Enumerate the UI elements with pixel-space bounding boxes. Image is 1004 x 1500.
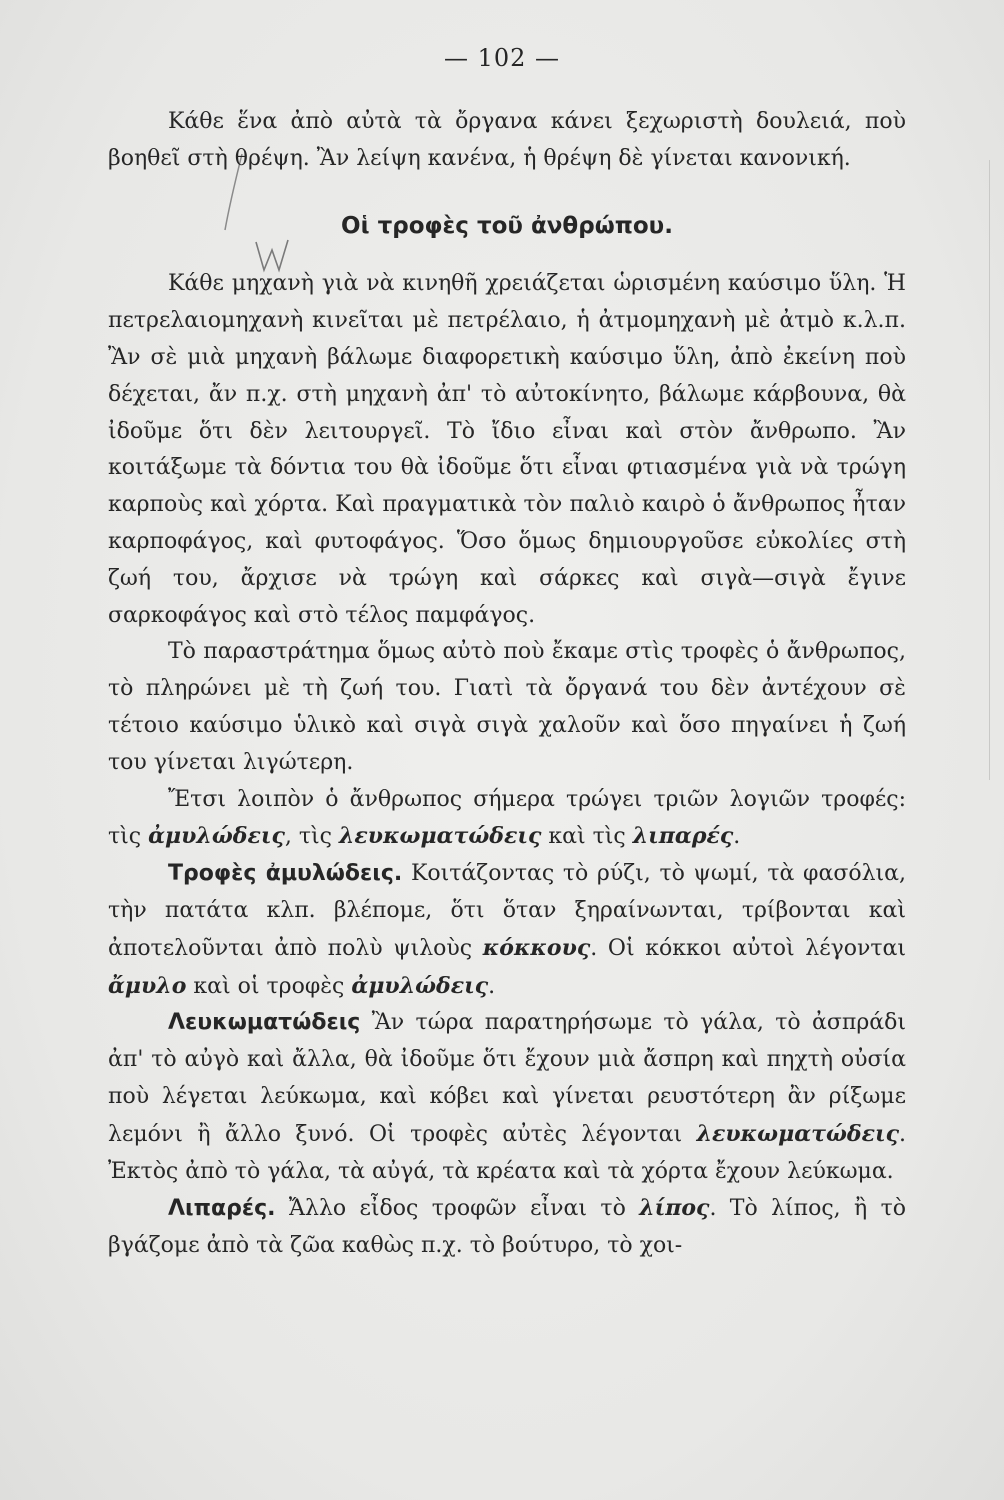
paragraph-protein [108, 1005, 906, 1190]
fatty-text: Ἄλλο εἶδος τροφῶν εἶναι τὸ [288, 1196, 626, 1222]
paragraph-deviation: Τὸ παραστράτημα ὅμως αὐτὸ ποὺ ἔκαμε στὶς τροφὲς ὁ ἄνθρωπος, τὸ πληρώνει μὲ τὴ ζωή του. Γιατὶ τὰ ὄργανά του δὲν ἀντέχουν σὲ τέτοιο καύσιμο ὑλικὸ καὶ σιγὰ σιγὰ χαλοῦν καὶ ὅσο πηγαίνει ἡ ζωή του γίνεται λιγώτερη. [108, 639, 906, 775]
term-starch: ἄμυλο [108, 972, 187, 999]
paragraph-food-types [108, 782, 906, 857]
paragraph-starchy [108, 856, 906, 1005]
paragraph-fatty [108, 1190, 906, 1265]
starchy-lead: Τροφὲς ἀμυλώδεις. [168, 861, 403, 887]
fatty-lead: Λιπαρές. [168, 1196, 276, 1222]
scan-edge-line [989, 160, 990, 780]
food-types-sep1: , τὶς [284, 824, 332, 850]
term-fatty: λιπαρές [632, 823, 734, 850]
starchy-sep1: . Οἱ κόκκοι αὐτοὶ λέγονται [590, 935, 907, 961]
protein-lead: Λευκωματώδεις [168, 1010, 361, 1036]
term-protein-foods: λευκωματώδεις [696, 1120, 899, 1147]
starchy-sep2: καὶ οἱ τροφὲς [193, 973, 345, 999]
page-number: — 102 — [443, 44, 561, 72]
term-starchy-foods: ἀμυλώδεις [351, 972, 489, 999]
intro-paragraph: Κάθε ἕνα ἀπὸ αὐτὰ τὰ ὄργανα κάνει ξεχωριστὴ δουλειά, ποὺ βοηθεῖ στὴ θρέψη. Ἂν λείψη κανένα, ἡ θρέψη δὲ γίνεται κανονική. [108, 109, 906, 171]
food-types-text: Ἔτσι λοιπὸν ὁ ἄνθρωπος σήμερα τρώγει τριῶν λογιῶν τροφές: τὶς [108, 786, 906, 850]
page-body [108, 104, 906, 1265]
term-starchy: ἀμυλώδεις [148, 823, 285, 850]
term-fat: λίπος [639, 1195, 710, 1222]
term-protein: λευκωματώδεις [339, 823, 542, 850]
protein-end: . Ἐκτὸς ἀπὸ τὸ γάλα, τὰ αὐγά, τὰ κρέατα καὶ τὰ χόρτα ἔχουν λεύκωμα. [108, 1121, 906, 1184]
paragraph-machines: Κάθε μηχανὴ γιὰ νὰ κινηθῆ χρειάζεται ὡρισμένη καύσιμο ὕλη. Ἡ πετρελαιομηχανὴ κινεῖται μὲ πετρέλαιο, ἡ ἀτμομηχανὴ μὲ ἀτμὸ κ.λ.π. Ἂν σὲ μιὰ μηχανὴ βάλωμε διαφορετικὴ καύσιμο ὕλη, ἀπὸ ἐκείνη ποὺ δέχεται, ἄν π.χ. στὴ μηχανὴ ἀπ' τὸ αὐτοκίνητο, βάλωμε κάρβουνα, θὰ ἰδοῦμε ὅτι δὲν λειτουργεῖ. Τὸ ἴδιο εἶναι καὶ στὸν ἄνθρωπο. Ἂν κοιτάξωμε τὰ δόντια του θὰ ἰδοῦμε ὅτι εἶναι φτιασμένα γιὰ νὰ τρώγη καρποὺς καὶ χόρτα. Καὶ πραγματικὰ τὸν παλιὸ καιρὸ ὁ ἄνθρωπος ἦταν καρποφάγος, καὶ φυτοφάγος. Ὅσο ὅμως δημιουργοῦσε εὐκολίες στὴ ζωή του, ἄρχισε νὰ τρώγη καὶ σάρκες καὶ σιγὰ—σιγὰ ἔγινε σαρκοφάγος καὶ στὸ τέλος παμφάγος. [108, 271, 906, 628]
section-heading: Οἱ τροφὲς τοῦ ἀνθρώπου. [341, 212, 673, 239]
starchy-end: . [488, 973, 496, 999]
term-grains: κόκκους [482, 934, 591, 961]
food-types-end: . [733, 824, 741, 850]
starchy-text: Κοιτάζοντας τὸ ρύζι, τὸ ψωμί, τὰ φασόλια, τὴν πατάτα κλπ. βλέπομε, ὅτι ὅταν ξηραίνωνται, τρίβονται καὶ ἀποτελοῦνται ἀπὸ πολὺ ψιλοὺς [108, 861, 906, 961]
protein-text: Ἂν τώρα παρατηρήσωμε τὸ γάλα, τὸ ἀσπράδι ἀπ' τὸ αὐγὸ καὶ ἄλλα, θὰ ἰδοῦμε ὅτι ἔχουν μιὰ ἄσπρη καὶ πηχτὴ οὐσία ποὺ λέγεται λεύκωμα, καὶ κόβει καὶ γίνεται ρευστότερη ἂν ρίξωμε λεμόνι ἢ ἄλλο ξυνό. Οἱ τροφὲς αὐτὲς λέγονται [108, 1010, 906, 1147]
food-types-sep2: καὶ τὶς [548, 824, 626, 850]
fatty-end: . Τὸ λίπος, ἢ τὸ βγάζομε ἀπὸ τὰ ζῶα καθὼς π.χ. τὸ βούτυρο, τὸ χοι- [108, 1196, 907, 1259]
